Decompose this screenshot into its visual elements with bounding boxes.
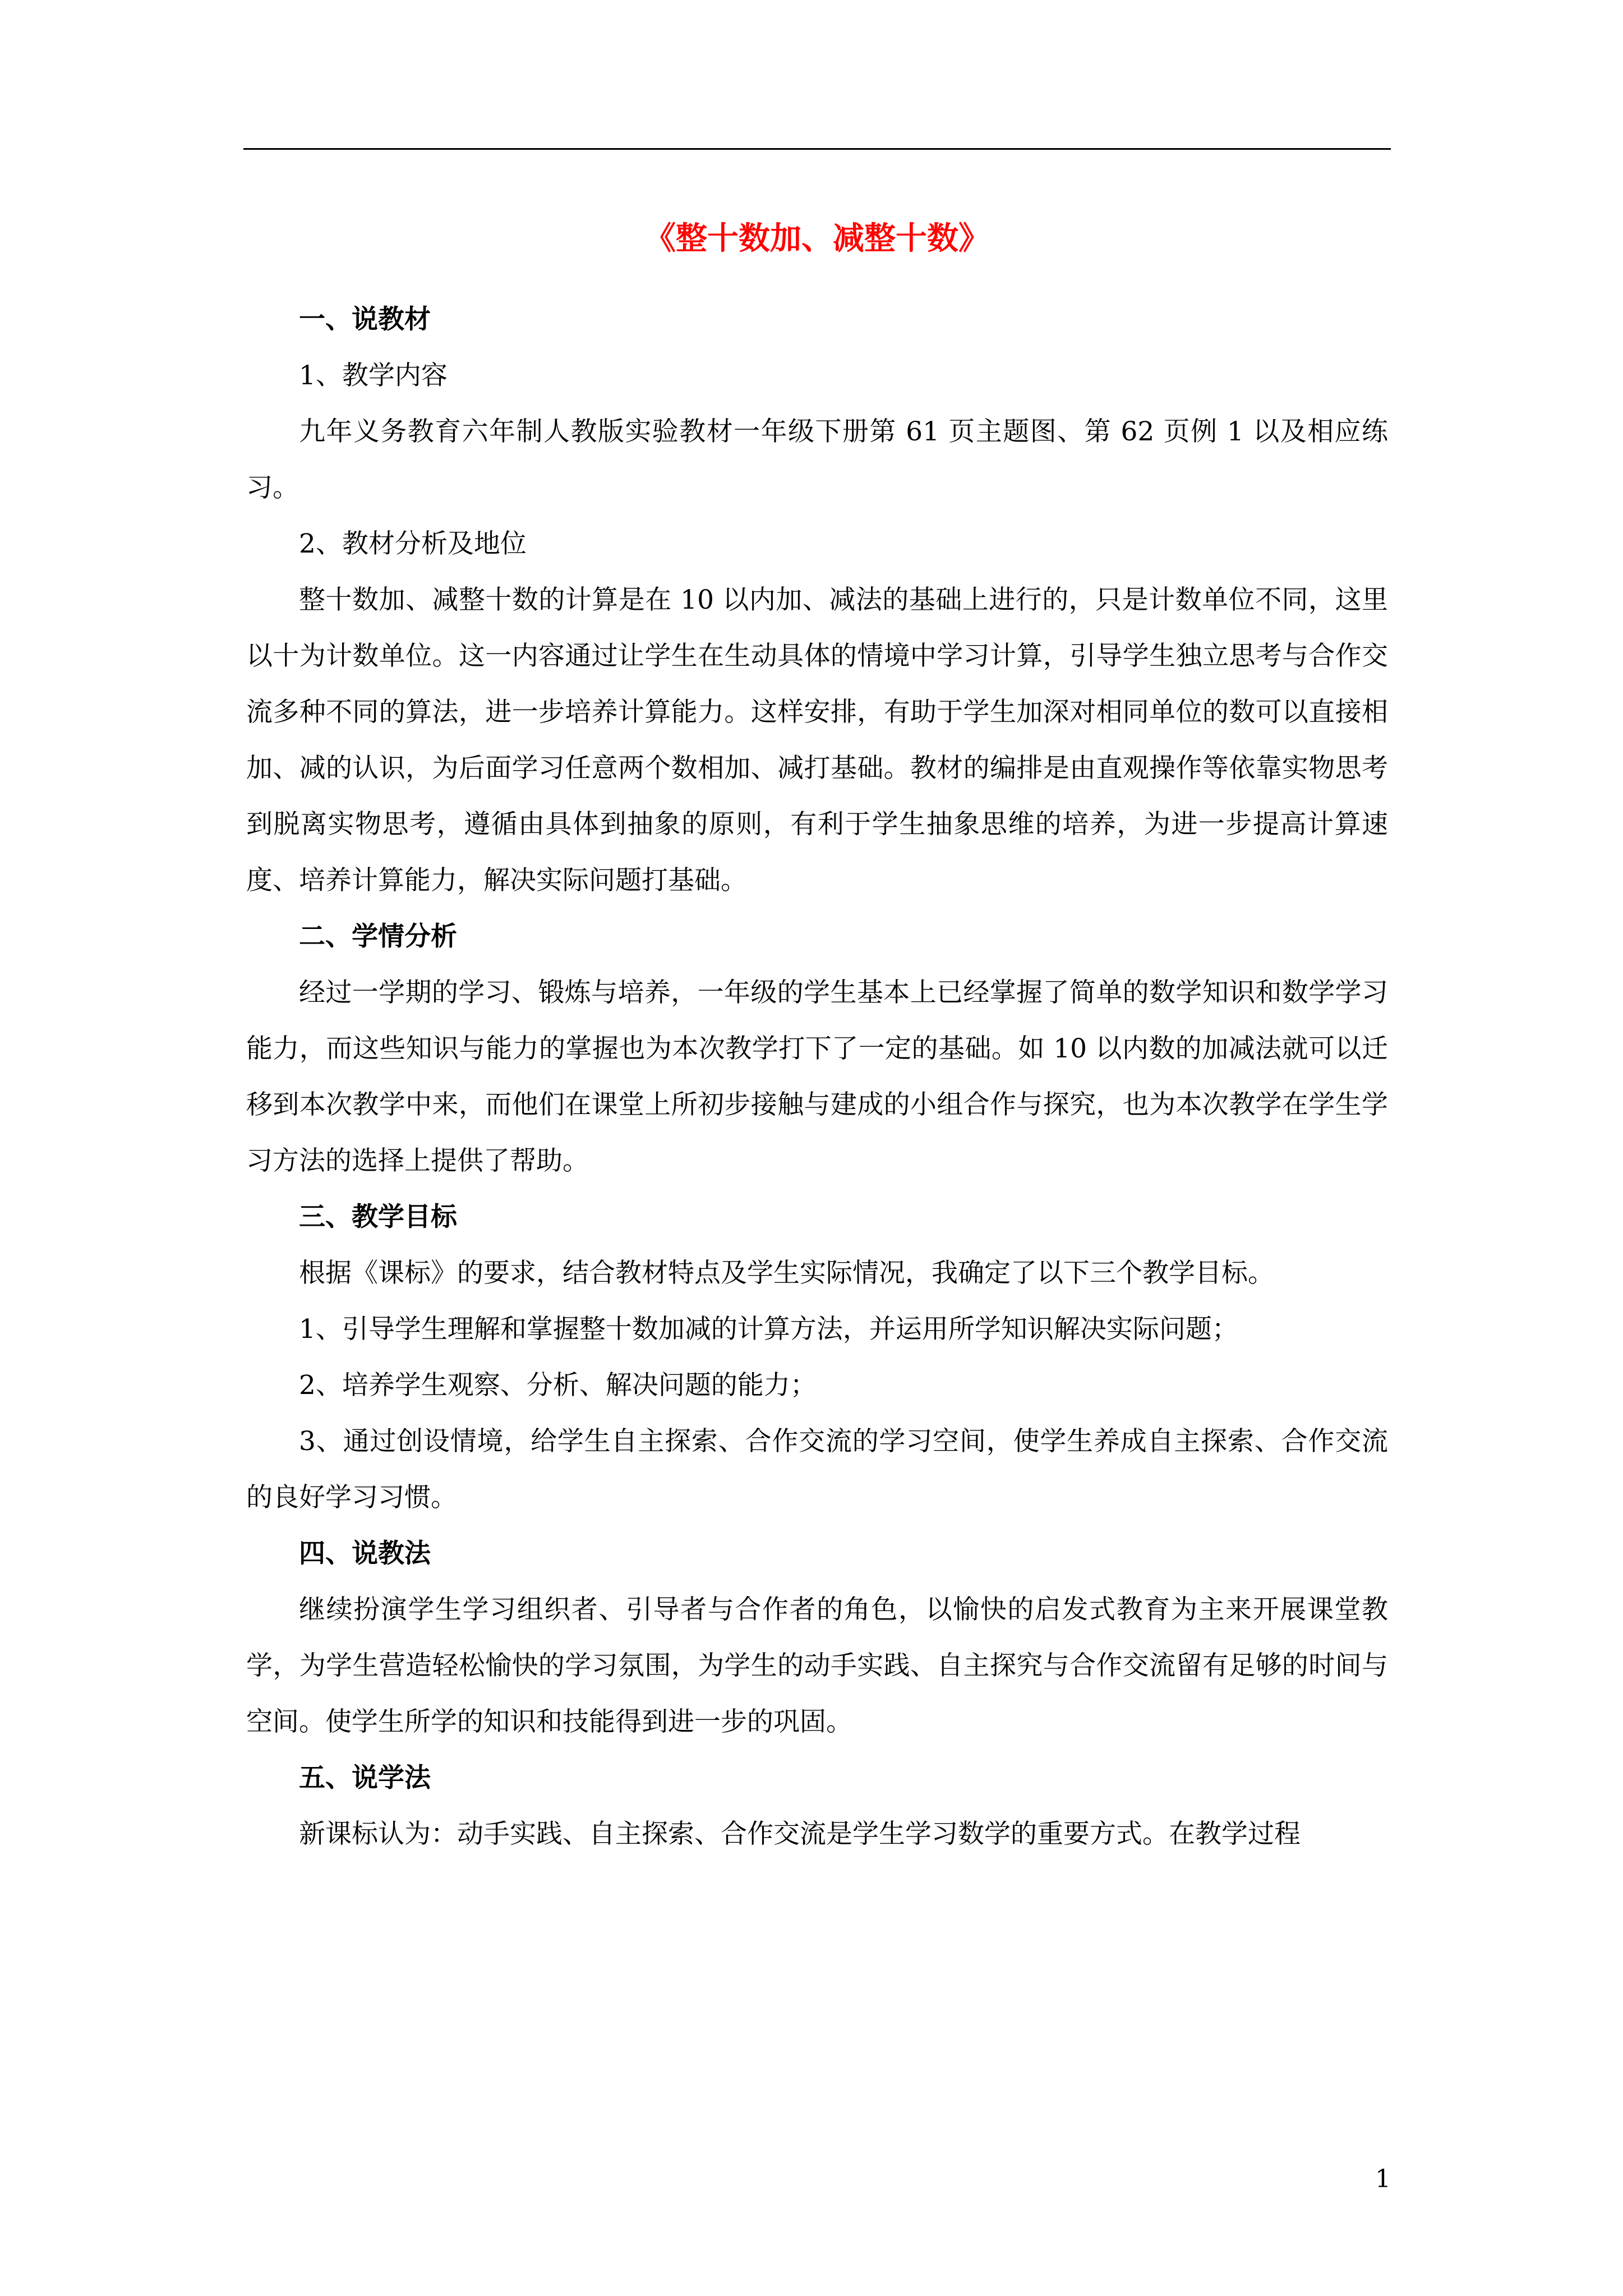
list-item-goal-2: 2、培养学生观察、分析、解决问题的能力； xyxy=(299,1370,817,1401)
section-heading-teaching-method: 四、说教法 xyxy=(299,1538,431,1569)
paragraph-textbook-analysis: 整十数加、减整十数的计算是在 10 以内加、减法的基础上进行的，只是计数单位不同，这里以十为计数单位。这一内容通过让学生在生动具体的情境中学习计算，引导学生独立思考与合作交流多种不同的算法，进一步培养计算能力。这样安排，有助于学生加深对相同单位的数可以直接相加、减的认识，为后面学习任意两个数相加、减打基础。教材的编排是由直观操作等依靠实物思考到脱离实物思考，遵循由具体到抽象的原则，有利于学生抽象思维的培养，为进一步提高计算速度、培养计算能力，解决实际问题打基础。 xyxy=(246,585,1388,896)
header-rule xyxy=(243,148,1391,150)
paragraph-goals-intro: 根据《课标》的要求，结合教材特点及学生实际情况，我确定了以下三个教学目标。 xyxy=(299,1258,1274,1289)
paragraph-learning-method: 新课标认为：动手实践、自主探索、合作交流是学生学习数学的重要方式。在教学过程 xyxy=(299,1819,1301,1849)
list-item-goal-3: 3、通过创设情境，给学生自主探索、合作交流的学习空间，使学生养成自主探索、合作交流的良好学习习惯。 xyxy=(246,1426,1388,1513)
paragraph-teaching-method: 继续扮演学生学习组织者、引导者与合作者的角色，以愉快的启发式教育为主来开展课堂教学，为学生营造轻松愉快的学习氛围，为学生的动手实践、自主探究与合作交流留有足够的时间与空间。使学生所学的知识和技能得到进一步的巩固。 xyxy=(246,1594,1388,1737)
list-item-goal-1: 1、引导学生理解和掌握整十数加减的计算方法，并运用所学知识解决实际问题； xyxy=(299,1314,1238,1345)
paragraph-student-analysis: 经过一学期的学习、锻炼与培养，一年级的学生基本上已经掌握了简单的数学知识和数学学习能力，而这些知识与能力的掌握也为本次教学打下了一定的基础。如 10 以内数的加减法就可以迁移到本次教学中来，而他们在课堂上所初步接触与建成的小组合作与探究，也为本次教学在学生学习方法的选择上提供了帮助。 xyxy=(246,977,1388,1176)
subheading-textbook-analysis: 2、教材分析及地位 xyxy=(299,528,527,559)
document-title: 《整十数加、减整十数》 xyxy=(644,220,990,257)
section-heading-textbook: 一、说教材 xyxy=(299,304,431,335)
subheading-teaching-content: 1、教学内容 xyxy=(299,360,448,391)
paragraph-teaching-content: 九年义务教育六年制人教版实验教材一年级下册第 61 页主题图、第 62 页例 1 以及相应练习。 xyxy=(246,416,1388,503)
document-body xyxy=(246,292,1388,1862)
section-heading-learning-method: 五、说学法 xyxy=(299,1763,431,1793)
section-heading-student-analysis: 二、学情分析 xyxy=(299,921,457,952)
section-heading-teaching-goals: 三、教学目标 xyxy=(299,1202,457,1232)
page-number: 1 xyxy=(1375,2165,1391,2193)
